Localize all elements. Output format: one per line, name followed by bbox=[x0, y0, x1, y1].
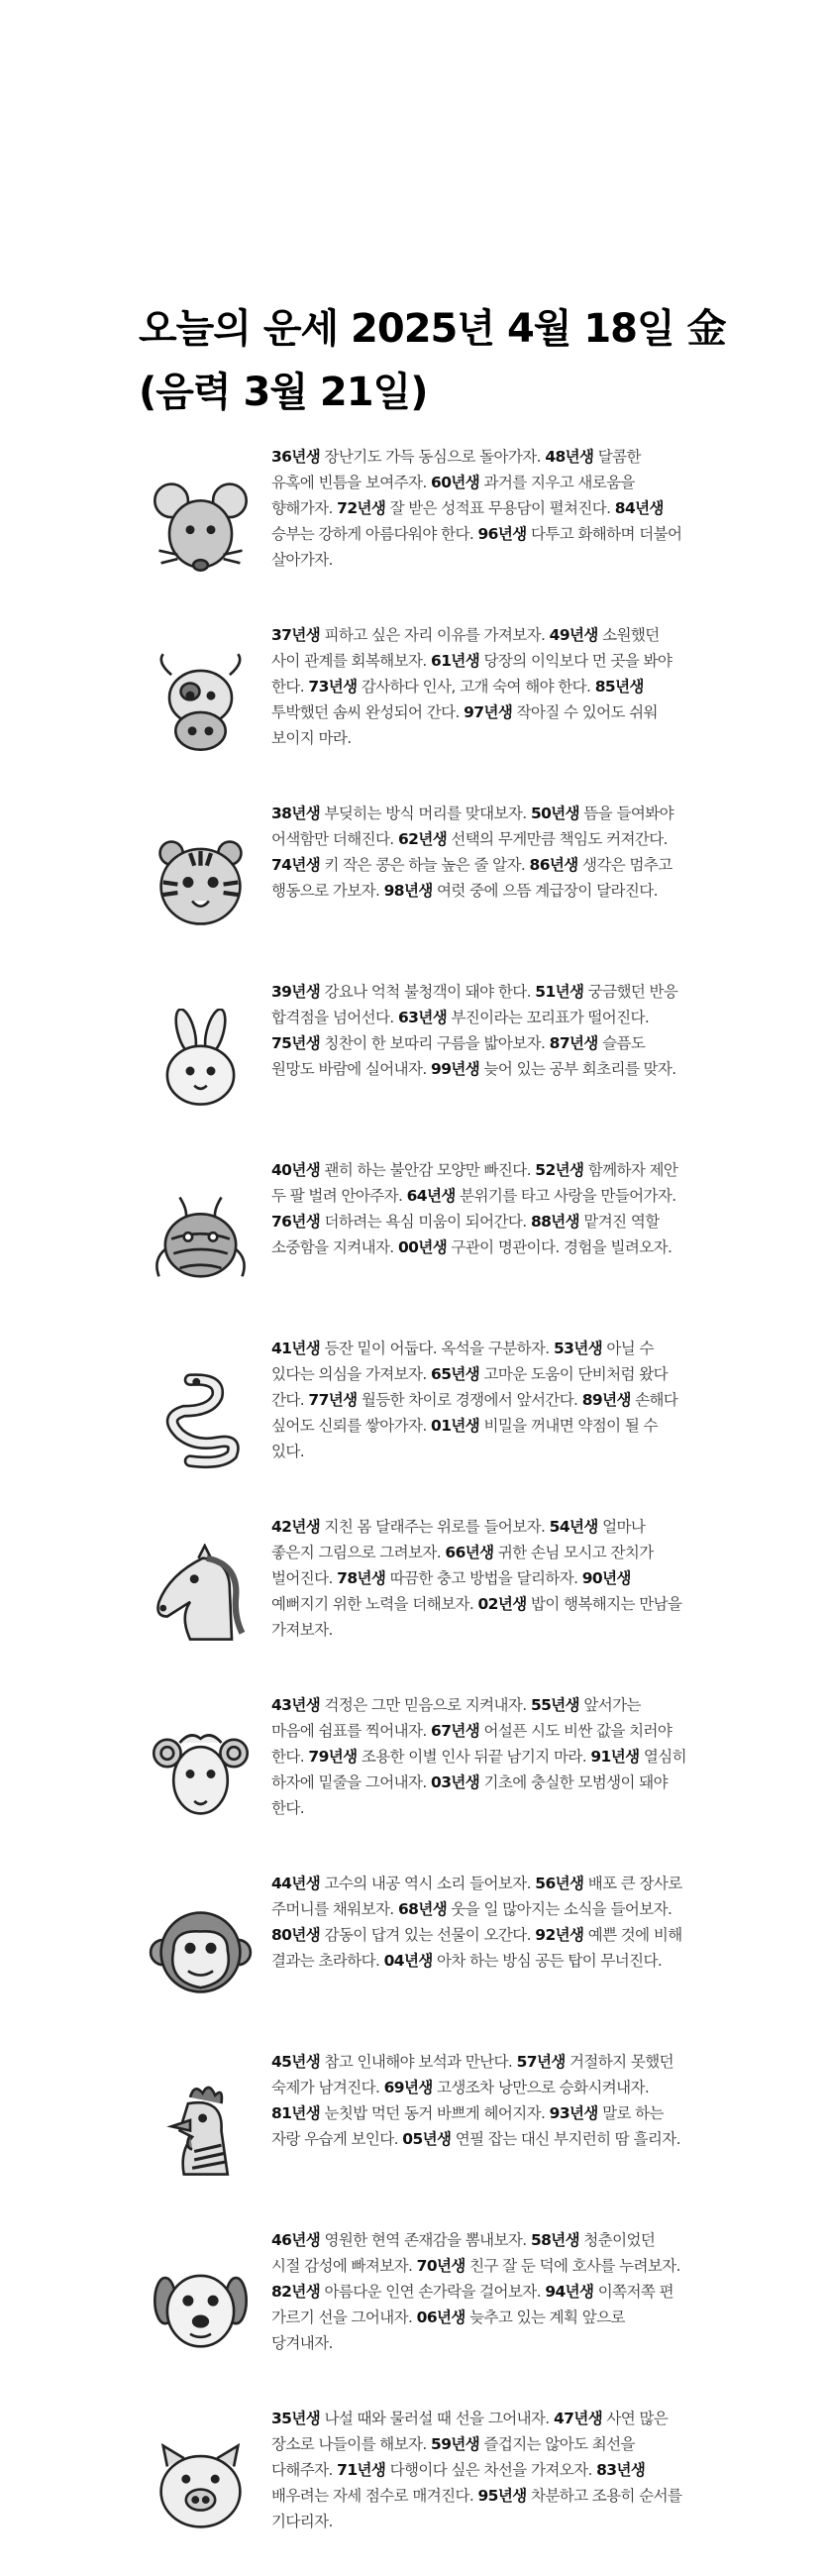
rat-icon bbox=[149, 474, 253, 578]
zodiac-row-monkey bbox=[149, 1863, 688, 2041]
monkey-icon bbox=[149, 1900, 253, 2004]
zodiac-row-rooster bbox=[149, 2041, 688, 2219]
zodiac-row-dog bbox=[149, 2219, 688, 2398]
fortune-text: 43년생 걱정은 그만 믿음으로 지켜내자. 55년생 앞서가는 마음에 쉼표를 찍어내자. 67년생 어설픈 시도 비싼 값을 치러야 한다. 79년생 조용한 이별 인사 뒤끝 남기지 마라. 91년생 열심히 하자에 밑줄을 그어내자. 03년생 기초에 충실한 모범생이 돼야 한다. bbox=[271, 1696, 686, 1817]
rooster-icon bbox=[149, 2079, 253, 2183]
zodiac-row-pig bbox=[149, 2398, 688, 2576]
fortune-text: 39년생 강요나 억척 불청객이 돼야 한다. 51년생 궁금했던 반응 합격점을 넘어선다. 63년생 부진이라는 꼬리표가 떨어진다. 75년생 칭찬이 한 보따리 구름을 밟아보자. 87년생 슬픔도 원망도 바람에 실어내자. 99년생 늦어 있는 공부 회초리를 맞자. bbox=[271, 983, 678, 1078]
horse-icon bbox=[149, 1544, 253, 1648]
dragon-icon bbox=[149, 1187, 253, 1291]
zodiac-row-rabbit bbox=[149, 971, 688, 1149]
zodiac-row-sheep bbox=[149, 1684, 688, 1863]
fortune-text: 44년생 고수의 내공 역시 소리 들어보자. 56년생 배포 큰 장사로 주머니를 채워보자. 68년생 웃을 일 많아지는 소식을 들어보자. 80년생 감동이 답겨 있는 선물이 오간다. 92년생 예쁜 것에 비해 결과는 초라하다. 04년생 아차 하는 방심 공든 탑이 무너진다. bbox=[271, 1875, 682, 1970]
fortune-text: 41년생 등잔 밑이 어둡다. 옥석을 구분하자. 53년생 아닐 수 있다는 의심을 가져보자. 65년생 고마운 도움이 단비처럼 왔다 간다. 77년생 월등한 차이로 경쟁에서 앞서간다. 89년생 손해다 싶어도 신뢰를 쌓아가자. 01년생 비밀을 꺼내면 약점이 될 수 있다. bbox=[271, 1340, 678, 1460]
fortune-text: 38년생 부딪히는 방식 머리를 맞대보자. 50년생 뜸을 들여봐야 어색함만 더해진다. 62년생 선택의 무게만큼 책임도 커져간다. 74년생 키 작은 콩은 하늘 높은 줄 알자. 86년생 생각은 멈추고 행동으로 가보자. 98년생 여럿 중에 으뜸 계급장이 달라진다. bbox=[271, 805, 673, 900]
fortune-text: 45년생 참고 인내해야 보석과 만난다. 57년생 거절하지 못했던 숙제가 남겨진다. 69년생 고생조차 낭만으로 승화시켜내자. 81년생 눈칫밥 먹던 동거 바쁘게 헤어지자. 93년생 말로 하는 자랑 우습게 보인다. 05년생 연필 잡는 대신 부지런히 땀 흘리자. bbox=[271, 2053, 680, 2148]
fortune-text: 35년생 나설 때와 물러설 때 선을 그어내자. 47년생 사연 많은 장소로 나들이를 해보자. 59년생 즐겁지는 않아도 최선을 다해주자. 71년생 다행이다 싶은 차선을 가져오자. 83년생 배우려는 자세 점수로 매겨진다. 95년생 차분하고 조용히 순서를 기다리자. bbox=[271, 2410, 682, 2530]
pig-icon bbox=[149, 2435, 253, 2539]
zodiac-row-horse bbox=[149, 1506, 688, 1684]
sheep-icon bbox=[149, 1722, 253, 1826]
zodiac-row-dragon bbox=[149, 1149, 688, 1328]
fortune-text: 40년생 괜히 하는 불안감 모양만 빠진다. 52년생 함께하자 제안 두 팔 벌려 안아주자. 64년생 분위기를 타고 사랑을 만들어가자. 76년생 더하려는 욕심 미움이 되어간다. 88년생 맡겨진 역할 소중함을 지켜내자. 00년생 구관이 명관이다. 경험을 빌려오자. bbox=[271, 1161, 678, 1256]
fortune-text: 37년생 피하고 싶은 자리 이유를 가져보자. 49년생 소원했던 사이 관계를 회복해보자. 61년생 당장의 이익보다 먼 곳을 봐야 한다. 73년생 감사하다 인사, 고개 숙여 해야 한다. 85년생 투박했던 솜씨 완성되어 간다. 97년생 작아질 수 있어도 쉬워 보이지 마라. bbox=[271, 626, 672, 747]
snake-icon bbox=[149, 1365, 253, 1469]
zodiac-row-snake bbox=[149, 1328, 688, 1506]
zodiac-row-rat bbox=[149, 436, 688, 614]
tiger-icon bbox=[149, 830, 253, 934]
rabbit-icon bbox=[149, 1009, 253, 1113]
fortune-text: 36년생 장난기도 가득 동심으로 돌아가자. 48년생 달콤한 유혹에 빈틈을 보여주자. 60년생 과거를 지우고 새로움을 향해가자. 72년생 잘 받은 성적표 무용담이 펼쳐진다. 84년생 승부는 강하게 아름다워야 한다. 96년생 다투고 화해하며 더불어 살아가자. bbox=[271, 448, 682, 569]
fortune-text: 46년생 영원한 현역 존재감을 뽐내보자. 58년생 청춘이었던 시절 감성에 빠져보자. 70년생 친구 잘 둔 덕에 호사를 누려보자. 82년생 아름다운 인연 손가락을 걸어보자. 94년생 이쪽저쪽 편 가르기 선을 그어내자. 06년생 늦추고 있는 계획 앞으로 당겨내자. bbox=[271, 2231, 680, 2352]
zodiac-fortune-list bbox=[149, 436, 688, 2576]
ox-icon bbox=[149, 652, 253, 756]
dog-icon bbox=[149, 2257, 253, 2361]
page-title: 오늘의 운세 2025년 4월 18일 金(음력 3월 21일) bbox=[139, 306, 726, 415]
zodiac-row-ox bbox=[149, 614, 688, 793]
fortune-text: 42년생 지친 몸 달래주는 위로를 들어보자. 54년생 얼마나 좋은지 그림으로 그려보자. 66년생 귀한 손님 모시고 잔치가 벌어진다. 78년생 따끔한 충고 방법을 달리하자. 90년생 예뻐지기 위한 노력을 더해보자. 02년생 밥이 행복해지는 만남을 가져보자. bbox=[271, 1518, 682, 1639]
zodiac-row-tiger bbox=[149, 793, 688, 971]
